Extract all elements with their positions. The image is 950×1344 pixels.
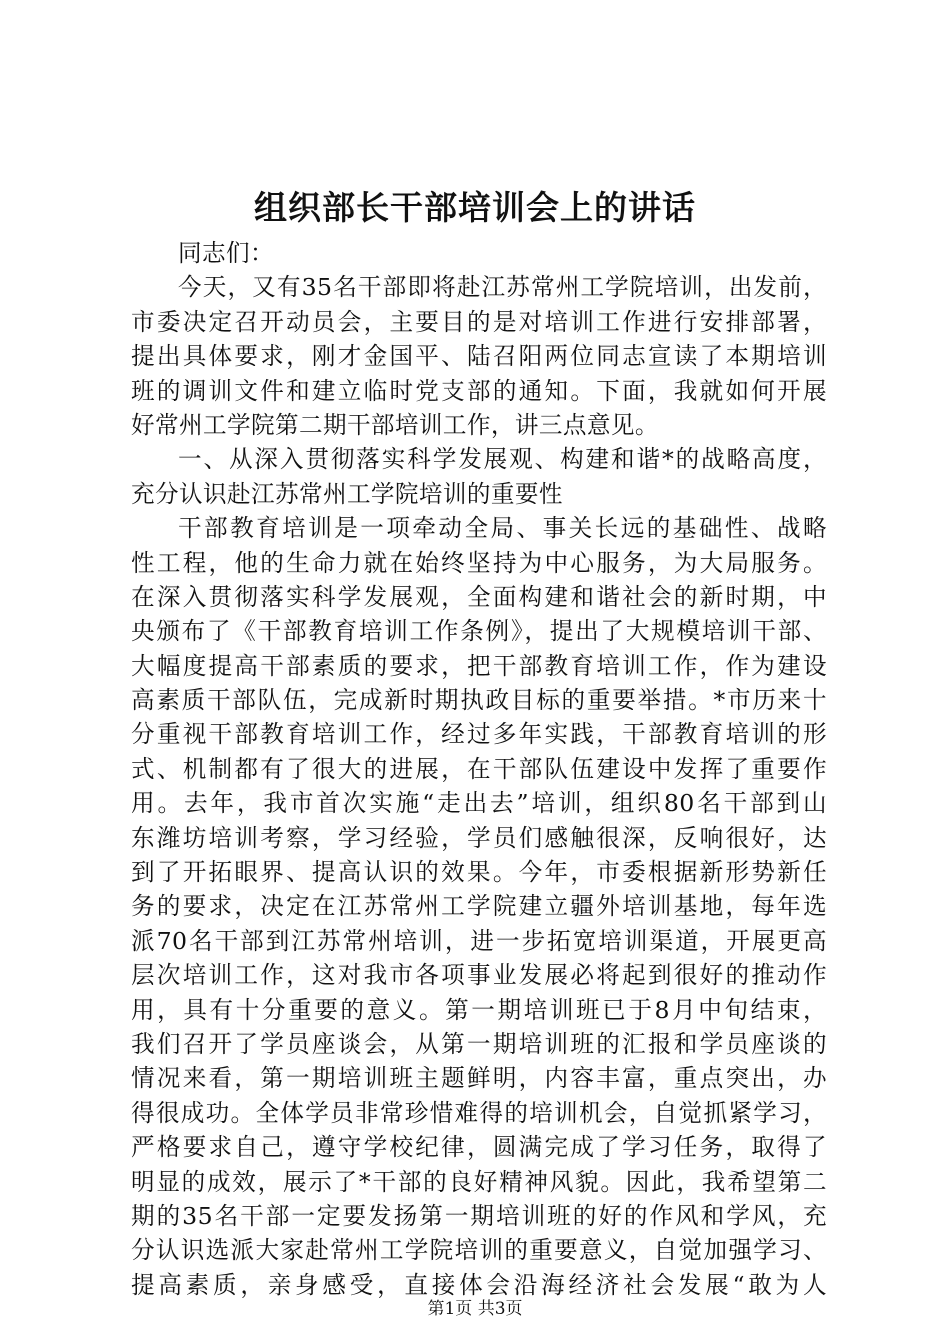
body-line: 严格要求自己，遵守学校纪律，圆满完成了学习任务，取得了 <box>131 1133 827 1162</box>
body-line: 式、机制都有了很大的进展，在干部队伍建设中发挥了重要作 <box>131 754 827 783</box>
body-line: 好常州工学院第二期干部培训工作，讲三点意见。 <box>131 410 659 439</box>
body-line: 提高素质，亲身感受，直接体会沿海经济社会发展“敢为人 <box>131 1270 827 1299</box>
body-line: 东潍坊培训考察，学习经验，学员们感触很深，反响很好，达 <box>131 823 827 852</box>
body-line: 用，具有十分重要的意义。第一期培训班已于8月中旬结束， <box>131 995 827 1024</box>
body-line: 市委决定召开动员会，主要目的是对培训工作进行安排部署， <box>131 307 827 336</box>
document-title: 组织部长干部培训会上的讲话 <box>254 188 696 227</box>
body-line: 大幅度提高干部素质的要求，把干部教育培训工作，作为建设 <box>131 651 827 680</box>
body-line: 央颁布了《干部教育培训工作条例》，提出了大规模培训干部、 <box>131 617 827 646</box>
body-line: 用。去年，我市首次实施“走出去”培训，组织80名干部到山 <box>131 789 827 818</box>
document-body <box>131 236 827 1302</box>
body-line: 明显的成效，展示了*干部的良好精神风貌。因此，我希望第二 <box>131 1167 827 1196</box>
body-line: 到了开拓眼界、提高认识的效果。今年，市委根据新形势新任 <box>131 858 827 887</box>
body-line: 高素质干部队伍，完成新时期执政目标的重要举措。*市历来十 <box>131 686 827 715</box>
body-line: 分重视干部教育培训工作，经过多年实践，干部教育培训的形 <box>131 720 827 749</box>
body-line: 情况来看，第一期培训班主题鲜明，内容丰富，重点突出，办 <box>131 1064 827 1093</box>
body-line: 分认识选派大家赴常州工学院培训的重要意义，自觉加强学习、 <box>131 1236 827 1265</box>
body-line: 派70名干部到江苏常州培训，进一步拓宽培训渠道，开展更高 <box>131 926 827 955</box>
body-line: 务的要求，决定在江苏常州工学院建立疆外培训基地，每年选 <box>131 892 827 921</box>
body-line: 在深入贯彻落实科学发展观，全面构建和谐社会的新时期，中 <box>131 582 827 611</box>
body-line: 干部教育培训是一项牵动全局、事关长远的基础性、战略 <box>178 514 827 543</box>
section-heading-line: 一、从深入贯彻落实科学发展观、构建和谐*的战略高度， <box>178 445 827 474</box>
body-line: 提出具体要求，刚才金国平、陆召阳两位同志宣读了本期培训 <box>131 342 827 371</box>
page-number-footer: 第1页 共3页 <box>427 1299 523 1319</box>
body-line: 今天，又有35名干部即将赴江苏常州工学院培训，出发前， <box>178 273 827 302</box>
salutation-line: 同志们： <box>178 239 274 267</box>
body-line: 得很成功。全体学员非常珍惜难得的培训机会，自觉抓紧学习， <box>131 1098 827 1127</box>
body-line: 性工程，他的生命力就在始终坚持为中心服务，为大局服务。 <box>131 548 827 577</box>
body-line: 我们召开了学员座谈会，从第一期培训班的汇报和学员座谈的 <box>131 1029 827 1058</box>
body-line: 层次培训工作，这对我市各项事业发展必将起到很好的推动作 <box>131 961 827 990</box>
body-line: 期的35名干部一定要发扬第一期培训班的好的作风和学风，充 <box>131 1201 827 1230</box>
section-heading-line: 充分认识赴江苏常州工学院培训的重要性 <box>131 479 563 508</box>
body-line: 班的调训文件和建立临时党支部的通知。下面，我就如何开展 <box>131 376 827 405</box>
